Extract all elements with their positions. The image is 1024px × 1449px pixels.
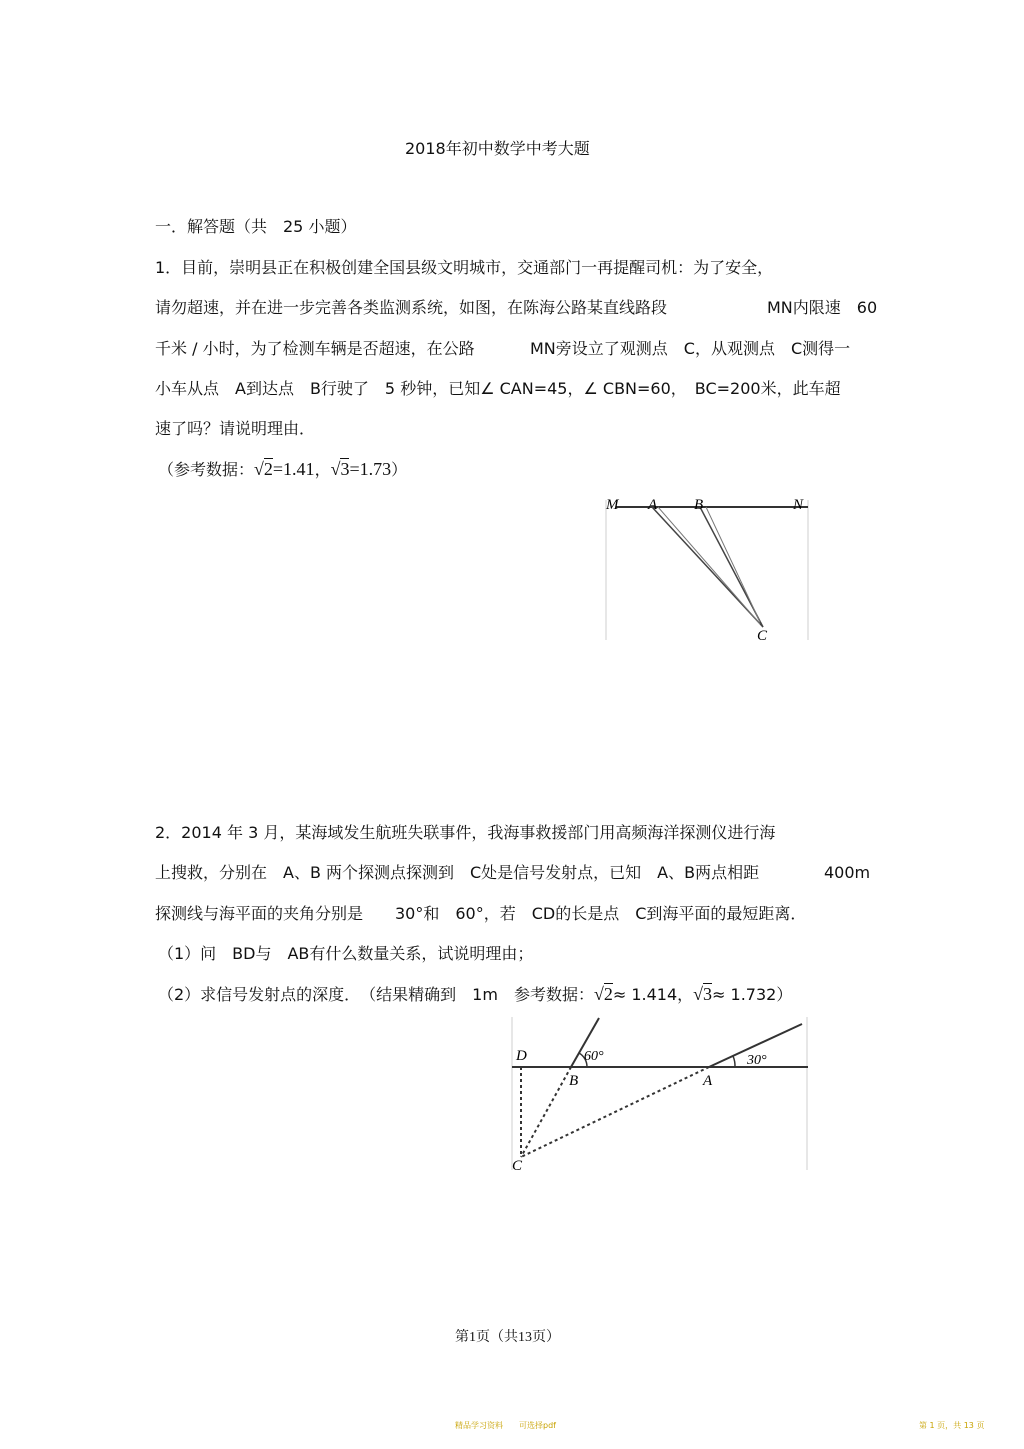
q2-sqrt2-radicand: 2 <box>603 984 613 1004</box>
page-number: 第1页（共13页） <box>455 1330 560 1345</box>
segment-ac <box>521 1067 709 1157</box>
q1-sqrt3-value: =1.73 <box>349 459 392 479</box>
q1-line-2b: MN内限速 60 <box>767 298 878 317</box>
q2-sqrt2 <box>594 983 613 1004</box>
q1-reference-data <box>158 458 407 481</box>
q2-sqrt-sep: ， <box>677 985 694 1004</box>
q1-sqrt3 <box>331 458 392 479</box>
q2-line-3: 探测线与海平面的夹角分别是 30°和 60°，若 CD的长是点 C到海平面的最短距离． <box>155 904 807 923</box>
radical-sign-icon: √ <box>254 459 264 479</box>
q1-figure-svg <box>600 492 815 647</box>
q2-sub-2 <box>158 983 792 1006</box>
radical-sign-icon: √ <box>330 459 341 479</box>
q1-sqrt2-radicand: 2 <box>263 459 273 479</box>
q2-sub2-prefix: （2）求信号发射点的深度． （结果精确到 1m 参考数据： <box>158 985 594 1004</box>
angle-arc-a <box>733 1056 735 1067</box>
q1-line-2a: 请勿超速，并在进一步完善各类监测系统，如图，在陈海公路某直线路段 <box>155 298 668 317</box>
radical-sign-icon: √ <box>593 984 604 1004</box>
angle-label-b: 60° <box>584 1049 604 1064</box>
radical-sign-icon: √ <box>693 984 704 1004</box>
q1-sqrt2 <box>254 458 315 479</box>
q2-sqrt2-value: ≈ 1.414 <box>612 985 678 1004</box>
angle-label-a: 30° <box>747 1053 767 1068</box>
q2-sqrt3 <box>693 983 712 1004</box>
label-b: B <box>569 1073 579 1089</box>
q2-line-2a: 上搜救，分别在 A、B 两个探测点探测到 C处是信号发射点，已知 A、B两点相距 <box>155 863 760 882</box>
q1-ref-prefix: （参考数据： <box>158 460 255 479</box>
footer-right-note: 第 1 页，共 13 页 <box>919 1421 985 1430</box>
q1-line-3b: MN旁设立了观测点 C，从观测点 C测得一 <box>530 339 851 358</box>
label-n: N <box>793 497 804 513</box>
q1-sqrt2-value: =1.41 <box>272 459 315 479</box>
q1-sqrt-sep: ， <box>314 460 331 479</box>
label-d: D <box>516 1048 527 1064</box>
q2-line-2b: 400m <box>824 863 871 882</box>
q2-sqrt3-value: ≈ 1.732 <box>712 985 777 1004</box>
q1-line-3a: 千米 / 小时，为了检测车辆是否超速，在公路 <box>155 339 475 358</box>
label-a: A <box>703 1073 713 1089</box>
page-title: 2018年初中数学中考大题 <box>405 139 590 158</box>
q1-ref-suffix: ） <box>391 460 408 479</box>
label-a: A <box>648 497 658 513</box>
q1-figure <box>600 492 815 647</box>
footer-left-note: 精品学习资料 可选择pdf <box>455 1421 556 1430</box>
q2-sub-1: （1）问 BD与 AB有什么数量关系，试说明理由； <box>158 944 534 963</box>
segment-bc-shadow <box>706 507 760 622</box>
label-b: B <box>694 497 704 513</box>
q2-sub2-suffix: ） <box>776 985 793 1004</box>
q1-line-4: 小车从点 A到达点 B行驶了 5 秒钟，已知∠ CAN=45，∠ CBN=60， BC=200米，此车超 <box>155 379 841 398</box>
label-c: C <box>757 628 768 644</box>
label-c: C <box>512 1158 523 1174</box>
q2-sqrt3-radicand: 3 <box>703 984 713 1004</box>
q1-sqrt3-radicand: 3 <box>340 459 350 479</box>
q2-line-1: 2．2014 年 3 月，某海域发生航班失联事件，我海事救援部门用高频海洋探测仪进行海 <box>155 823 776 842</box>
label-m: M <box>606 497 619 513</box>
q2-figure-svg <box>505 1012 815 1177</box>
q2-figure <box>505 1012 815 1177</box>
q1-line-1: 1．目前，崇明县正在积极创建全国县级文明城市，交通部门一再提醒司机：为了安全， <box>155 258 774 277</box>
q1-line-5: 速了吗？请说明理由． <box>155 419 316 438</box>
segment-bc <box>521 1067 571 1157</box>
section-heading: 一．解答题（共 25 小题） <box>155 217 357 236</box>
